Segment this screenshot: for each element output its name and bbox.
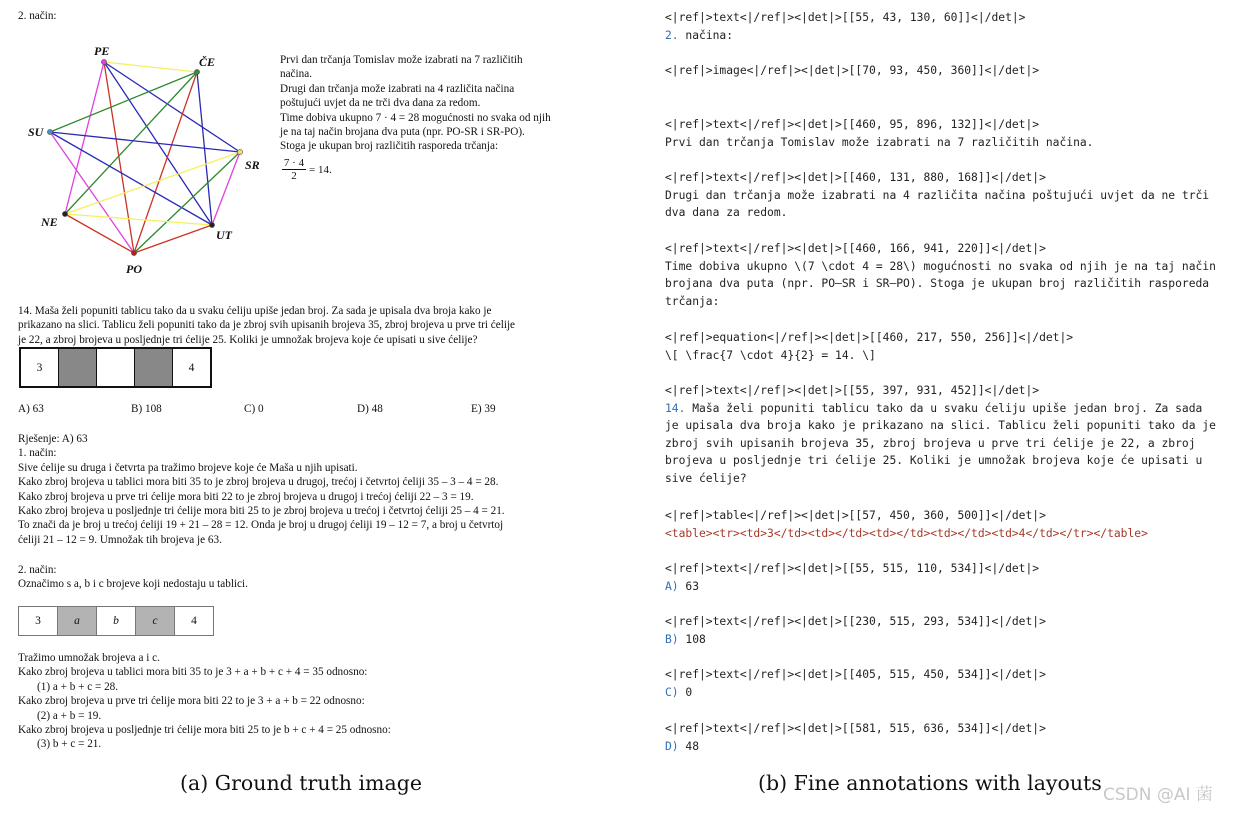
annotation-block <box>665 169 1209 222</box>
graph-edge-če-su <box>50 72 197 132</box>
text-line: 14. Maša želi popuniti tablicu tako da u svaku ćeliju upiše jedan broj. Za sada je upisala dva broja kako je <box>18 305 492 317</box>
solution-method-2 <box>18 651 391 752</box>
text-line: Tražimo umnožak brojeva a i c. <box>18 652 160 664</box>
annotation-text: načina: <box>685 28 734 42</box>
table-cell: 3 <box>21 349 59 386</box>
text-line: Kako zbroj brojeva u prve tri ćelije mora biti 22 to je 3 + a + b = 22 odnosno: <box>18 695 365 708</box>
annotation-text: 108 <box>685 632 706 646</box>
text-line: načina. <box>280 68 312 81</box>
graph-vertex-label: PO <box>126 262 142 275</box>
graph-edge-ne-ut <box>65 214 212 225</box>
annotations-panel <box>660 0 1250 770</box>
annotation-text: dva dana za redom. <box>665 206 788 220</box>
graph-edge-sr-ut <box>212 152 240 225</box>
text-line: Kako zbroj brojeva u tablici mora biti 35 to je 3 + a + b + c + 4 = 35 odnosno: <box>18 666 368 679</box>
gray-table-cell: c <box>136 607 175 635</box>
graph-edge-če-ne <box>65 72 197 214</box>
problem-table <box>19 347 212 388</box>
annotation-content <box>665 738 1046 756</box>
annotation-block <box>665 329 1073 364</box>
annotation-text: 0 <box>685 685 693 699</box>
text-line: ćeliji 21 – 12 = 9. Umnožak tih brojeva je 63. <box>18 533 222 546</box>
annotation-tag: <|ref|>text<|/ref|><|det|>[[581, 515, 636, 534]]<|/det|> <box>665 722 1046 735</box>
first-method-text <box>280 53 551 154</box>
annotation-content <box>665 684 1046 702</box>
table-cell: 4 <box>191 615 197 627</box>
graph-vertex-label: PE <box>94 45 110 58</box>
annotation-content <box>665 400 1216 418</box>
gray-table-cell <box>135 349 173 386</box>
text-line: (3) b + c = 21. <box>37 738 102 751</box>
answer-c: C) 0 <box>244 403 264 415</box>
annotation-block <box>665 613 1046 648</box>
watermark: CSDN @AI 菌 <box>1103 785 1213 805</box>
annotation-tag: <|ref|>equation<|/ref|><|det|>[[460, 217, 550, 256]]<|/det|> <box>665 331 1074 344</box>
graph-vertex <box>209 222 214 227</box>
table-cell: 4 <box>188 361 195 374</box>
ground-truth-panel <box>0 0 640 770</box>
annotation-block <box>665 9 1025 44</box>
text-line: je 22, a zbroj brojeva u posljednje tri ćelije 25. Koliki je umnožak brojeva koje će upisati u sive ćelije? <box>18 333 478 346</box>
solution-method-1 <box>18 432 505 547</box>
annotation-text: Prvi dan trčanja Tomislav može izabrati na 7 različitih načina. <box>665 135 1094 149</box>
annotation-tag: <|ref|>image<|/ref|><|det|>[[70, 93, 450, 360]]<|/det|> <box>665 64 1040 77</box>
annotation-block <box>665 62 1039 80</box>
fraction-numerator: 7 · 4 <box>283 157 305 169</box>
annotation-content <box>665 631 1046 649</box>
graph-edge-pe-sr <box>104 62 240 152</box>
annotation-text: brojana dva puta (npr. PO–SR i SR–PO). Stoga je ukupan broj različitih rasporeda <box>665 277 1210 291</box>
heading-2-nacin: 2. način: <box>18 10 57 22</box>
gray-table-cell <box>59 349 97 386</box>
graph-edge-pe-ne <box>65 62 104 214</box>
text-line: Rješenje: A) 63 <box>18 433 88 445</box>
text-line: 1. način: <box>18 447 57 460</box>
text-line: Prvi dan trčanja Tomislav može izabrati na 7 različitih <box>280 54 523 66</box>
running-schedule-graph <box>20 45 270 275</box>
text-line: Kako zbroj brojeva u prve tri ćelije mora biti 22 to je zbroj brojeva u drugoj i trećoj ćeliji 22 – 3 = 19. <box>18 490 474 503</box>
option-letter: C) <box>665 685 679 699</box>
graph-edge-pe-po <box>104 62 134 253</box>
list-number: 2. <box>665 28 679 42</box>
annotation-block <box>665 666 1046 701</box>
graph-vertex-label: SR <box>245 158 260 172</box>
text-line: poštujući uvjet da ne trči dva dana za redom. <box>280 97 481 110</box>
graph-edge-sr-ne <box>65 152 240 214</box>
annotation-tag: <|ref|>text<|/ref|><|det|>[[460, 95, 896, 132]]<|/det|> <box>665 118 1040 131</box>
solution-method-2-heading: 2. način: <box>18 564 57 576</box>
caption-ground-truth: (a) Ground truth image <box>180 771 422 795</box>
text-line: (1) a + b + c = 28. <box>37 680 119 693</box>
text-line: Drugi dan trčanja može izabrati na 4 različita načina <box>280 82 515 95</box>
text-line: Sive ćelije su druga i četvrta pa tražimo brojeve koje će Maša u njih upisati. <box>18 461 358 474</box>
text-line: Kako zbroj brojeva u posljednje tri ćelije mora biti 25 to je b + c + 4 = 25 odnosno: <box>18 724 391 737</box>
graph-vertex <box>131 250 136 255</box>
graph-edge-su-po <box>50 132 134 253</box>
annotation-block <box>665 240 1216 310</box>
graph-vertex-label: SU <box>28 125 44 139</box>
annotation-tag: <|ref|>text<|/ref|><|det|>[[55, 43, 130, 60]]<|/det|> <box>665 11 1026 24</box>
fraction-equation <box>282 157 332 182</box>
text-line: Kako zbroj brojeva u tablici mora biti 35 to je zbroj brojeva u drugoj, trećoj i četvrtoj ćeliji 35 – 3 – 4 = 28. <box>18 476 499 489</box>
table-cell: b <box>97 607 136 635</box>
annotation-text: trčanja: <box>665 294 720 308</box>
annotation-text: Maša želi popuniti tablicu tako da u svaku ćeliju upiše jedan broj. Za sada <box>692 401 1203 415</box>
graph-vertex <box>101 59 106 64</box>
table-cell: 3 <box>19 607 58 635</box>
text-line: Time dobiva ukupno 7 · 4 = 28 mogućnosti no svaka od njih <box>280 111 551 124</box>
text-line: Kako zbroj brojeva u posljednje tri ćelije mora biti 25 to je zbroj brojeva u trećoj i četvrtoj ćeliji 25 – 4 = 21. <box>18 505 505 518</box>
annotation-block <box>665 507 1148 542</box>
text-line: To znači da je broj u trećoj ćeliji 19 + 21 – 28 = 12. Onda je broj u drugoj ćeliji 19 – 12 = 7, a broj u četvrtoj <box>18 519 504 532</box>
annotation-tag: <|ref|>text<|/ref|><|det|>[[230, 515, 293, 534]]<|/det|> <box>665 615 1046 628</box>
graph-edge-ut-po <box>134 225 212 253</box>
annotation-tag: <|ref|>text<|/ref|><|det|>[[55, 515, 110, 534]]<|/det|> <box>665 562 1040 575</box>
text-line: Stoga je ukupan broj različitih rasporeda trčanja: <box>280 140 499 153</box>
graph-vertex <box>237 149 242 154</box>
option-letter: D) <box>665 739 679 753</box>
annotation-block <box>665 382 1216 488</box>
text-line: (2) a + b = 19. <box>37 709 102 722</box>
graph-vertex-label: NE <box>41 215 58 229</box>
graph-vertex-label: UT <box>216 228 232 242</box>
annotation-text: zbroj svih upisanih brojeva 35, zbroj brojeva u prve tri ćelije je 22, a zbroj <box>665 436 1196 450</box>
annotation-block <box>665 560 1039 595</box>
fraction-denominator: 2 <box>282 169 306 182</box>
annotation-text: brojeva u posljednje tri ćelije 25. Koliki je umnožak brojeva koje će upisati u <box>665 454 1203 468</box>
option-letter: B) <box>665 632 679 646</box>
annotation-tag: <|ref|>text<|/ref|><|det|>[[460, 131, 880, 168]]<|/det|> <box>665 171 1046 184</box>
annotation-block <box>665 116 1093 151</box>
graph-vertex-label: ČE <box>199 55 216 69</box>
annotation-text: Time dobiva ukupno \(7 \cdot 4 = 28\) mogućnosti no svaka od njih je na taj način <box>665 259 1216 273</box>
annotation-tag: <|ref|>table<|/ref|><|det|>[[57, 450, 360, 500]]<|/det|> <box>665 509 1046 522</box>
annotation-text: sive ćelije? <box>665 471 747 485</box>
caption-annotations: (b) Fine annotations with layouts <box>758 771 1102 795</box>
fraction-result: = 14. <box>309 163 332 176</box>
annotation-text: \[ \frac{7 \cdot 4}{2} = 14. \] <box>665 348 876 362</box>
annotation-block <box>665 720 1046 755</box>
answer-a: A) 63 <box>18 403 44 415</box>
annotation-content <box>665 578 1039 596</box>
annotation-tag: <|ref|>text<|/ref|><|det|>[[405, 515, 450, 534]]<|/det|> <box>665 668 1046 681</box>
answer-e: E) 39 <box>471 403 496 415</box>
solution-method-2-intro: Označimo s a, b i c brojeve koji nedostaju u tablici. <box>18 578 248 590</box>
annotation-tag: <|ref|>text<|/ref|><|det|>[[460, 166, 941, 220]]<|/det|> <box>665 242 1046 255</box>
variables-table <box>18 606 214 636</box>
list-number: 14. <box>665 401 686 415</box>
graph-vertices <box>28 45 260 275</box>
gray-table-cell: a <box>58 607 97 635</box>
annotation-html: <table><tr><td>3</td><td></td><td></td><td></td><td>4</td></tr></table> <box>665 526 1148 540</box>
annotation-text: Drugi dan trčanja može izabrati na 4 različita načina poštujući uvjet da ne trči <box>665 188 1210 202</box>
graph-edge-ne-po <box>65 214 134 253</box>
option-letter: A) <box>665 579 679 593</box>
graph-vertex <box>194 69 199 74</box>
annotation-tag: <|ref|>text<|/ref|><|det|>[[55, 397, 931, 452]]<|/det|> <box>665 384 1040 397</box>
annotation-text: je upisala dva broja kako je prikazano na slici. Tablicu želi popuniti tako da je <box>665 419 1216 433</box>
graph-vertex <box>62 211 67 216</box>
text-line: prikazano na slici. Tablicu želi popuniti tako da je zbroj svih upisanih brojeva 35, zbroj brojeva u prve tri ćelije <box>18 319 516 332</box>
annotation-text: 48 <box>685 739 700 753</box>
annotation-text: 63 <box>685 579 700 593</box>
annotation-content <box>665 27 1025 45</box>
answer-b: B) 108 <box>131 403 162 415</box>
answer-d: D) 48 <box>357 403 383 415</box>
table-cell <box>97 349 135 386</box>
text-line: je na taj način brojana dva puta (npr. PO-SR i SR-PO). <box>280 126 525 139</box>
graph-edge-če-po <box>134 72 197 253</box>
problem-14-text <box>18 304 515 347</box>
graph-vertex <box>47 129 52 134</box>
